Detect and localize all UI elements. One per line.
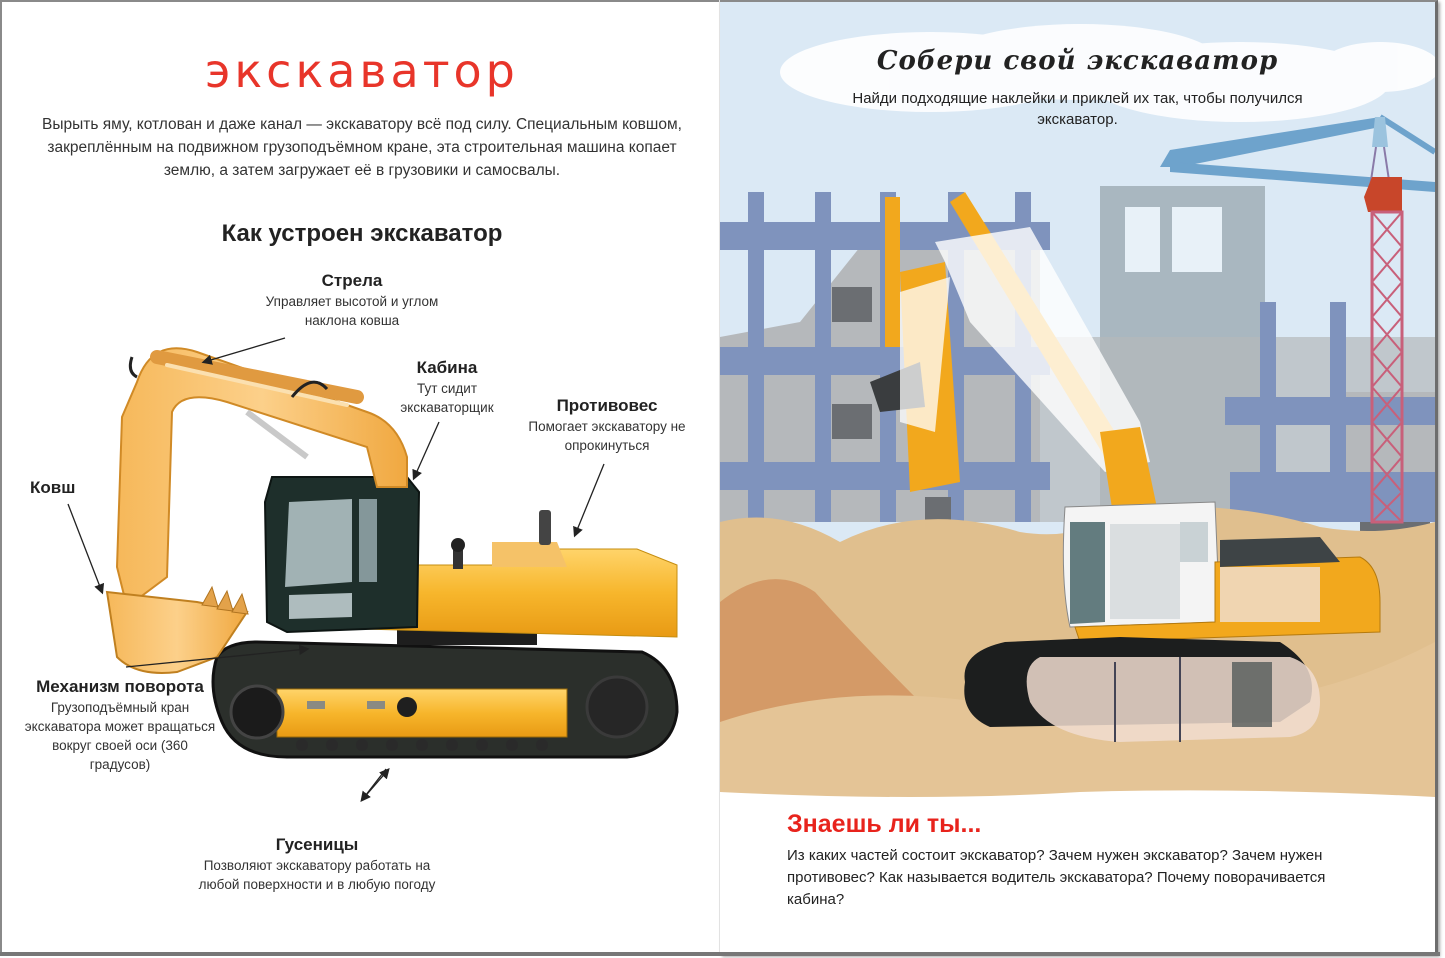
left-page	[0, 0, 720, 955]
label-gusenitsy-description: Позволяют экскаватору работать на любой поверхности и в любую погоду	[198, 858, 436, 892]
label-protivoves	[512, 395, 702, 455]
label-protivoves-title: Противовес	[556, 396, 658, 415]
right-page	[720, 0, 1438, 955]
label-kabina-title: Кабина	[416, 358, 478, 377]
label-strela-title: Стрела	[321, 271, 383, 290]
activity-instructions: Найди подходящие наклейки и приклей их так, чтобы получился экскаватор.	[852, 90, 1303, 128]
activity-title: Собери свой экскаватор	[876, 46, 1279, 76]
label-kovsh	[30, 477, 100, 499]
label-mekhanizm-description: Грузоподъёмный кран экскаватора может вращаться вокруг своей оси (360 градусов)	[24, 700, 216, 772]
label-gusenitsy	[192, 834, 442, 894]
label-protivoves-description: Помогает экскаватору не опрокинуться	[528, 419, 686, 453]
label-gusenitsy-title: Гусеницы	[275, 835, 359, 854]
label-strela	[262, 270, 442, 330]
label-kabina	[372, 357, 522, 417]
label-mekhanizm-title: Механизм поворота	[36, 677, 204, 696]
page-title: экскаватор	[205, 44, 519, 98]
label-kabina-description: Тут сидит экскаваторщик	[400, 381, 494, 415]
label-kovsh-title: Ковш	[30, 478, 76, 497]
quiz-title: Знаешь ли ты...	[787, 810, 982, 838]
book-bottom-edge	[0, 952, 1440, 956]
quiz-text: Из каких частей состоит экскаватор? Зачем нужен экскаватор? Зачем нужен противовес? Как называется водитель экскаватора? Почему поворачивается кабина?	[787, 847, 1326, 908]
intro-paragraph: Вырыть яму, котлован и даже канал — экскаватору всё под силу. Специальным ковшом, закреплённым на подвижном грузоподъёмном кране, эта строительная машина копает землю, а затем загружает её в грузовики и самосвалы.	[42, 116, 682, 179]
section-title: Как устроен экскаватор	[221, 220, 503, 247]
label-strela-description: Управляет высотой и углом наклона ковша	[265, 294, 439, 328]
label-mekhanizm	[20, 676, 220, 774]
